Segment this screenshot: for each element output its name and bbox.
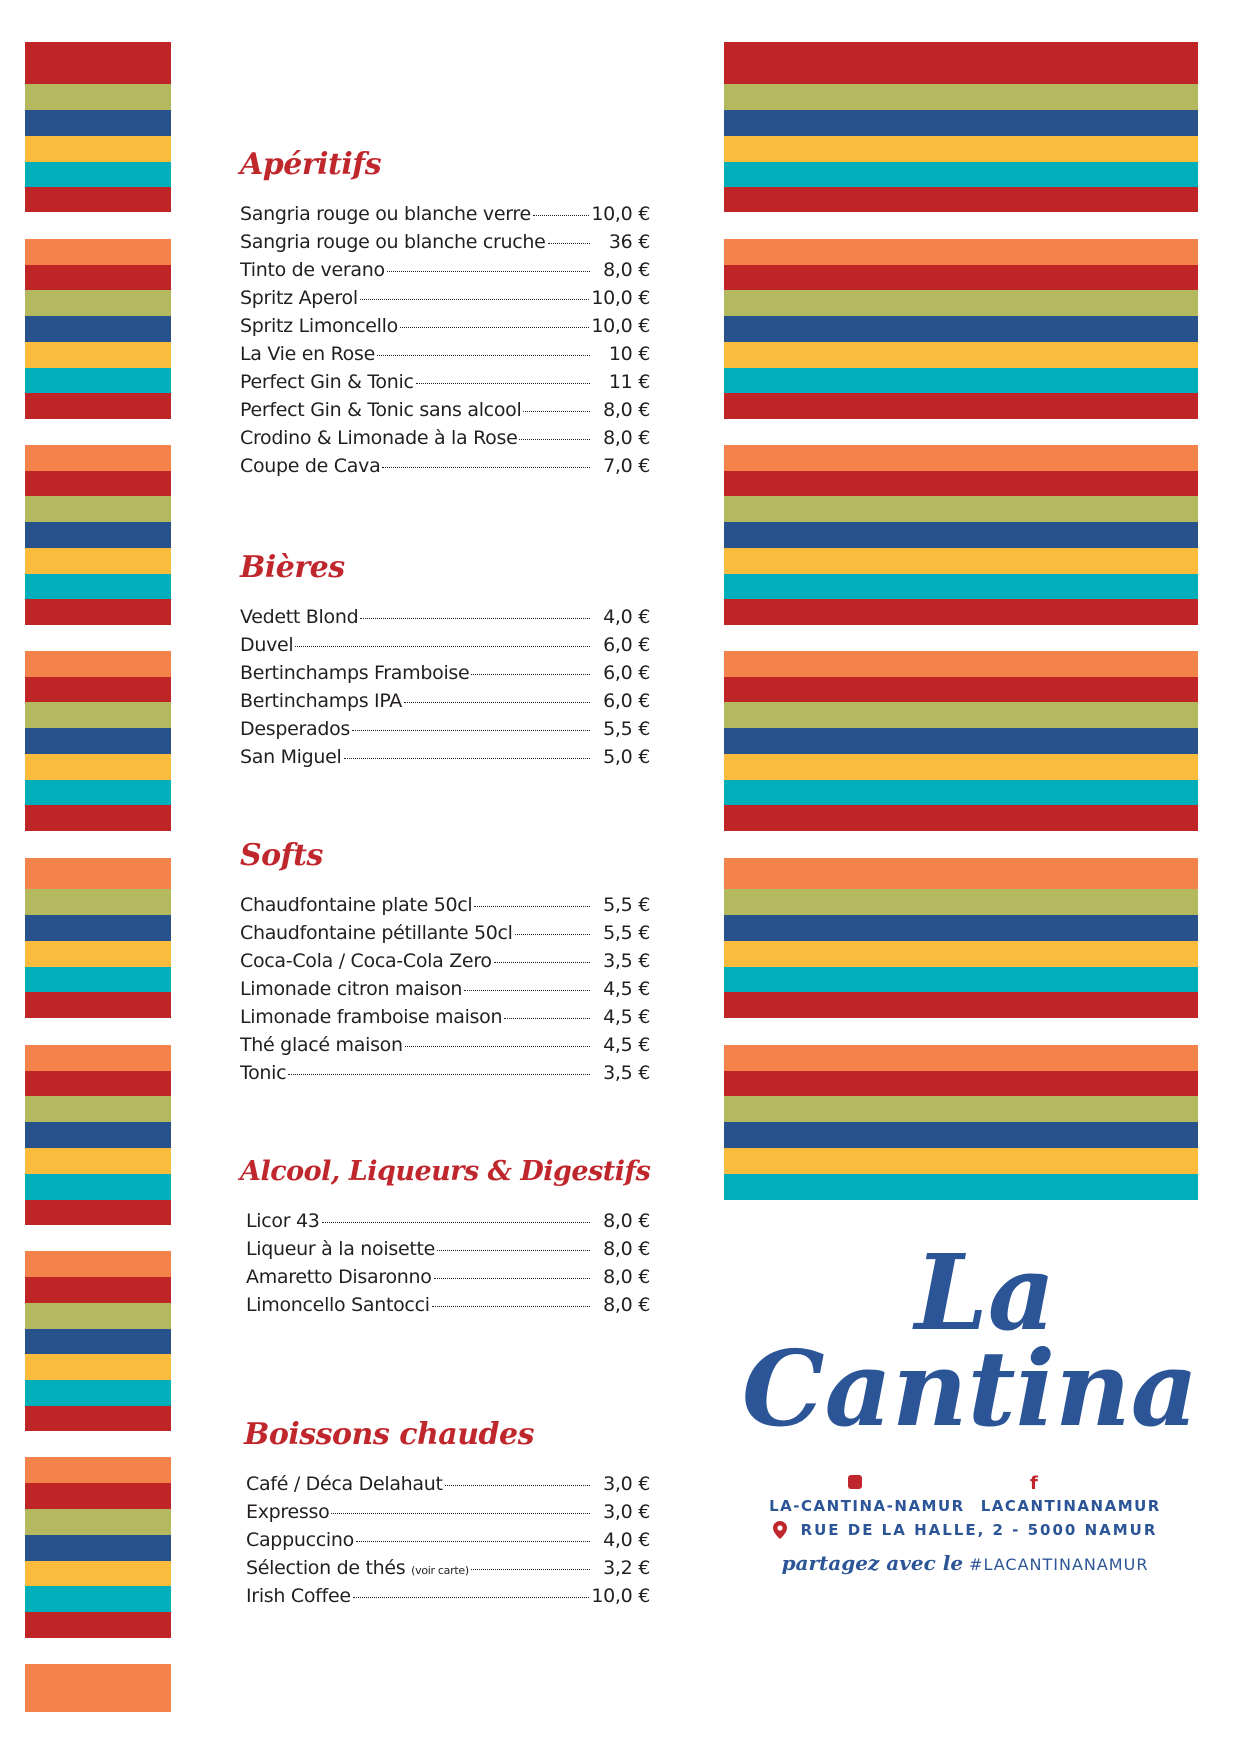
menu-item: Spritz Limoncello 10,0 € (240, 315, 650, 337)
dot-leader (382, 467, 590, 468)
section-title: Alcool, Liqueurs & Digestifs (240, 1156, 651, 1187)
logo-line-1: La (914, 1231, 1056, 1354)
dot-leader (533, 215, 589, 216)
menu-item: Chaudfontaine plate 50cl 5,5 € (240, 894, 650, 916)
dot-leader (494, 962, 590, 963)
menu-item: Bertinchamps Framboise 6,0 € (240, 662, 650, 684)
menu-item: Duvel 6,0 € (240, 634, 650, 656)
share-line (730, 1551, 1200, 1575)
dot-leader (471, 1569, 590, 1570)
dot-leader (474, 906, 590, 907)
section-alcool-liqueurs-digestifs (240, 1152, 650, 1322)
menu-item: Irish Coffee 10,0 € (246, 1585, 650, 1607)
dot-leader (377, 355, 590, 356)
section-title: Bières (240, 550, 345, 585)
dot-leader (360, 299, 590, 300)
menu-item: Spritz Aperol 10,0 € (240, 287, 650, 309)
dot-leader (548, 243, 590, 244)
menu-item: San Miguel 5,0 € (240, 746, 650, 768)
dot-leader (352, 730, 590, 731)
menu-item: Tinto de verano 8,0 € (240, 259, 650, 281)
dot-leader (437, 1250, 590, 1251)
dot-leader (356, 1541, 590, 1542)
right-stripe-block-3 (724, 445, 1198, 625)
left-stripe-block-3 (25, 445, 171, 625)
dot-leader (404, 702, 590, 703)
left-stripe-block-7 (25, 1251, 171, 1431)
facebook-handle: LACANTINANAMUR (980, 1497, 1161, 1515)
right-stripe-block-4 (724, 651, 1198, 831)
menu-item: Sangria rouge ou blanche cruche 36 € (240, 231, 650, 253)
menu-item: Desperados 5,5 € (240, 718, 650, 740)
dot-leader (360, 618, 590, 619)
map-pin-icon (773, 1521, 787, 1539)
menu-item: Vedett Blond 4,0 € (240, 606, 650, 628)
dot-leader (523, 411, 590, 412)
left-stripe-block-6 (25, 1045, 171, 1225)
dot-leader (434, 1278, 590, 1279)
menu-item: Limonade framboise maison 4,5 € (240, 1006, 650, 1028)
dot-leader (353, 1597, 590, 1598)
menu-item: Perfect Gin & Tonic 11 € (240, 371, 650, 393)
hashtag: #LACANTINANAMUR (969, 1555, 1149, 1574)
dot-leader (331, 1513, 590, 1514)
menu-item: Thé glacé maison 4,5 € (240, 1034, 650, 1056)
dot-leader (515, 934, 590, 935)
section-softs (240, 836, 650, 1090)
section-bieres (240, 548, 650, 774)
section-title: Softs (240, 838, 323, 873)
dot-leader (405, 1046, 590, 1047)
section-boissons-chaudes (240, 1415, 650, 1613)
section-aperitifs (240, 145, 650, 483)
left-stripe-block-4 (25, 651, 171, 831)
menu-item: Limonade citron maison 4,5 € (240, 978, 650, 1000)
menu-item: Crodino & Limonade à la Rose 8,0 € (240, 427, 650, 449)
address-line (730, 1521, 1200, 1539)
menu-item: Bertinchamps IPA 6,0 € (240, 690, 650, 712)
dot-leader (288, 1074, 590, 1075)
left-stripe-block-2 (25, 239, 171, 419)
dot-leader (344, 758, 590, 759)
menu-item: Sélection de thés (voir carte) 3,2 € (246, 1557, 650, 1579)
menu-item: Amaretto Disaronno 8,0 € (246, 1266, 650, 1288)
right-stripe-block-1 (724, 42, 1198, 212)
dot-leader (387, 271, 590, 272)
menu-item: Cappuccino 4,0 € (246, 1529, 650, 1551)
right-stripe-block-5 (724, 858, 1198, 1018)
dot-leader (432, 1306, 590, 1307)
address-text: RUE DE LA HALLE, 2 - 5000 NAMUR (800, 1521, 1158, 1539)
section-title: Apéritifs (240, 147, 382, 182)
social-icons (730, 1475, 1200, 1495)
instagram-handle: LA-CANTINA-NAMUR (769, 1497, 965, 1515)
instagram-icon (848, 1475, 862, 1489)
menu-item: Perfect Gin & Tonic sans alcool 8,0 € (240, 399, 650, 421)
menu-item: Coca-Cola / Coca-Cola Zero 3,5 € (240, 950, 650, 972)
left-stripe-block-5 (25, 858, 171, 1018)
dot-leader (464, 990, 590, 991)
menu-item: Coupe de Cava 7,0 € (240, 455, 650, 477)
dot-leader (504, 1018, 590, 1019)
menu-item: Café / Déca Delahaut 3,0 € (246, 1473, 650, 1495)
dot-leader (471, 674, 590, 675)
dot-leader (445, 1485, 590, 1486)
logo (730, 1231, 1200, 1450)
menu-item: Chaudfontaine pétillante 50cl 5,5 € (240, 922, 650, 944)
menu-item: Sangria rouge ou blanche verre 10,0 € (240, 203, 650, 225)
menu-item: Tonic 3,5 € (240, 1062, 650, 1084)
share-text: partagez avec le (781, 1551, 964, 1575)
menu-item: La Vie en Rose 10 € (240, 343, 650, 365)
dot-leader (295, 646, 590, 647)
menu-item: Liqueur à la noisette 8,0 € (246, 1238, 650, 1260)
menu-item: Limoncello Santocci 8,0 € (246, 1294, 650, 1316)
left-stripe-block-8 (25, 1457, 171, 1638)
menu-item: Expresso 3,0 € (246, 1501, 650, 1523)
right-stripe-block-2 (724, 239, 1198, 419)
dot-leader (400, 327, 589, 328)
facebook-icon: f (1030, 1473, 1038, 1494)
right-stripe-block-6 (724, 1045, 1198, 1200)
section-title: Boissons chaudes (244, 1417, 534, 1452)
item-note: (voir carte) (411, 1564, 469, 1577)
menu-item: Licor 43 8,0 € (246, 1210, 650, 1232)
dot-leader (416, 383, 590, 384)
left-stripe-block-1 (25, 42, 171, 212)
brand-block (730, 1231, 1200, 1575)
logo-line-2: Cantina (741, 1326, 1199, 1450)
dot-leader (519, 439, 590, 440)
dot-leader (322, 1222, 590, 1223)
left-stripe-block-9 (25, 1664, 171, 1712)
social-handles (730, 1497, 1200, 1515)
